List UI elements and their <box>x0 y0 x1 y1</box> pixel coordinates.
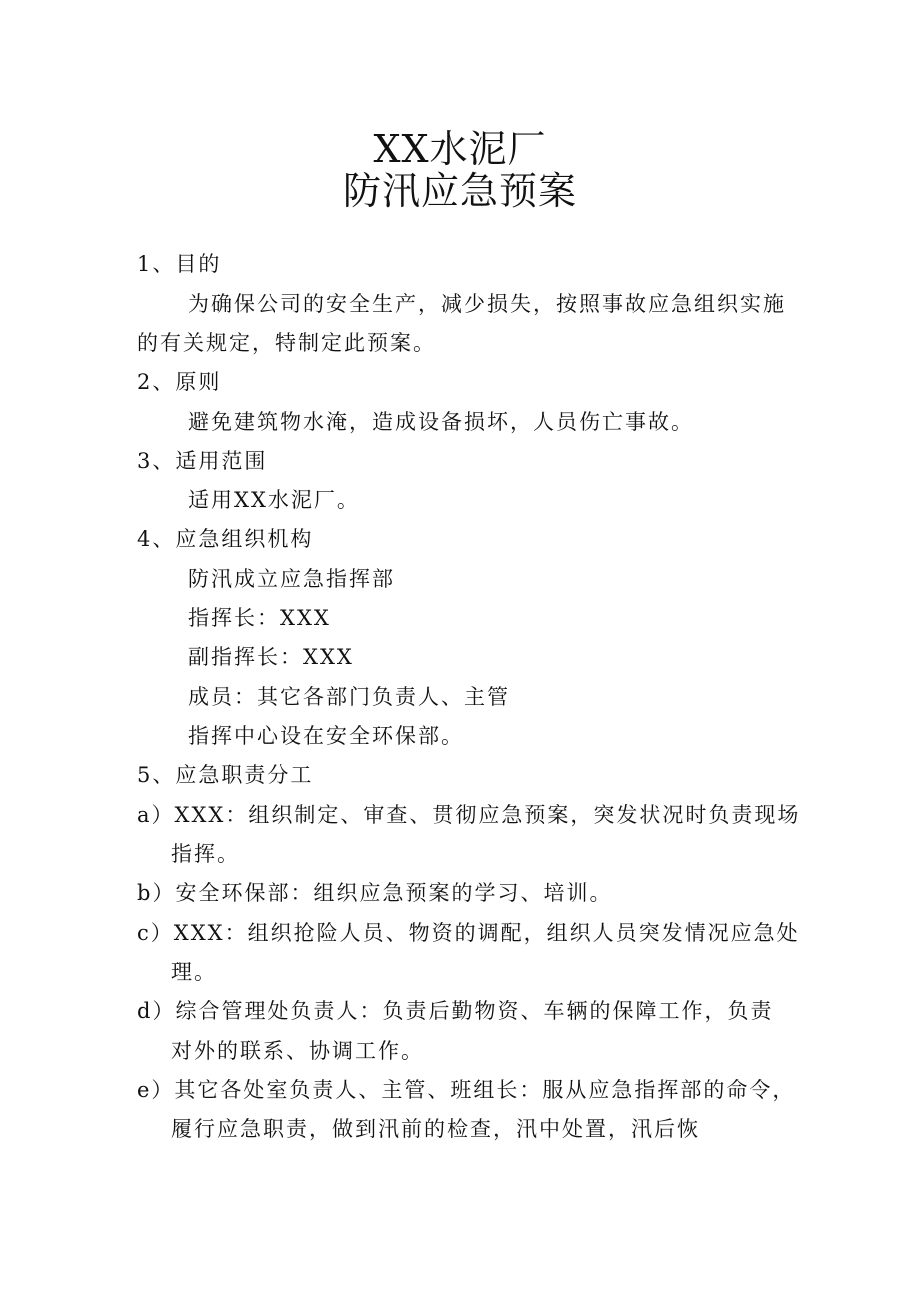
section-heading-duties: 5、应急职责分工 <box>137 763 314 787</box>
list-item: d）综合管理处负责人：负责后勤物资、车辆的保障工作，负责 <box>137 999 774 1023</box>
section-heading-purpose: 1、目的 <box>137 252 222 276</box>
paragraph-line: 指挥长：XXX <box>188 606 331 630</box>
list-item: c）XXX：组织抢险人员、物资的调配，组织人员突发情况应急处 <box>137 921 800 945</box>
list-item: e）其它各处室负责人、主管、班组长：服从应急指挥部的命令， <box>137 1078 796 1102</box>
section-heading-organization: 4、应急组织机构 <box>137 527 314 551</box>
document-title-line2: 防汛应急预案 <box>342 169 577 213</box>
list-item-continuation: 对外的联系、协调工作。 <box>171 1039 424 1063</box>
paragraph-line: 的有关规定，特制定此预案。 <box>137 331 436 355</box>
paragraph-line: 副指挥长：XXX <box>188 645 354 669</box>
paragraph-line: 成员：其它各部门负责人、主管 <box>188 685 510 709</box>
list-item: a）XXX：组织制定、审查、贯彻应急预案，突发状况时负责现场 <box>137 803 801 827</box>
paragraph-line: 适用XX水泥厂。 <box>188 488 360 512</box>
paragraph-line: 为确保公司的安全生产，减少损失，按照事故应急组织实施 <box>188 292 786 316</box>
document-title-line1: XX水泥厂 <box>373 127 547 171</box>
list-item: b）安全环保部：组织应急预案的学习、培训。 <box>137 881 613 905</box>
paragraph-line: 防汛成立应急指挥部 <box>188 567 395 591</box>
paragraph-line: 指挥中心设在安全环保部。 <box>188 724 464 748</box>
paragraph-line: 避免建筑物水淹，造成设备损坏，人员伤亡事故。 <box>188 410 694 434</box>
list-item-continuation: 指挥。 <box>171 842 240 866</box>
list-item-continuation: 履行应急职责，做到汛前的检查，汛中处置，汛后恢 <box>171 1117 700 1141</box>
section-heading-scope: 3、适用范围 <box>137 449 268 473</box>
list-item-continuation: 理。 <box>171 960 217 984</box>
section-heading-principle: 2、原则 <box>137 370 222 394</box>
